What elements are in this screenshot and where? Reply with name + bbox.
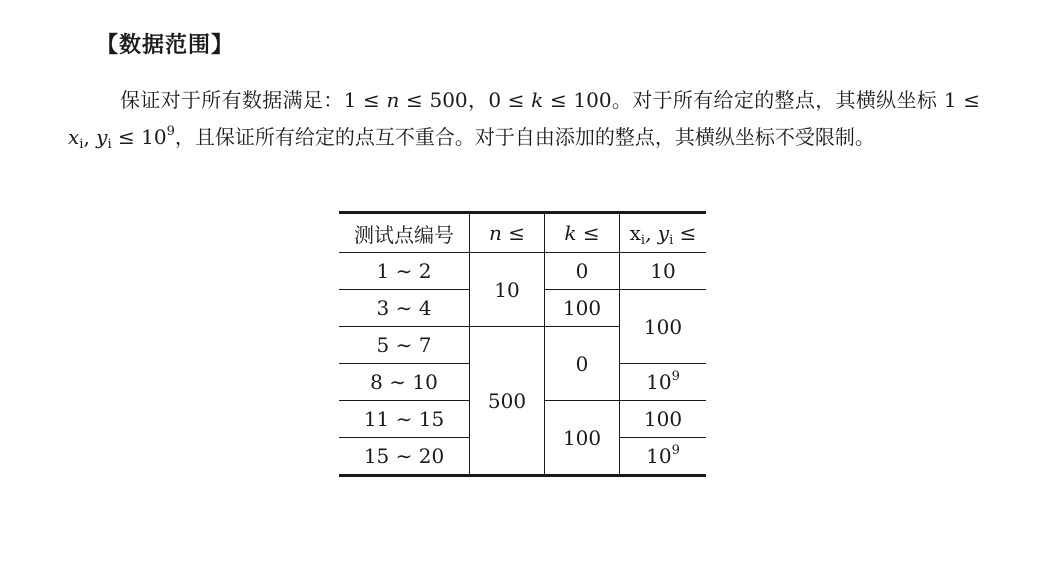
cell-k-r2: 100	[545, 290, 620, 327]
sub-i-2: i	[107, 137, 112, 152]
para-text-2: ，且保证所有给定的点互不重合。对于自由添加的整点，其横纵坐标不受限制。	[174, 125, 875, 149]
header-k: k ≤	[545, 213, 620, 253]
cell-xy-r23: 100	[620, 290, 707, 364]
cell-xy-r1: 10	[620, 253, 707, 290]
cell-case-r1: 1 ∼ 2	[339, 253, 470, 290]
cell-xy-r6-base: 10	[646, 444, 672, 468]
cell-xy-r6-exp: 9	[671, 443, 680, 458]
var-k: k	[531, 88, 544, 112]
cell-xy-r6	[620, 438, 707, 476]
sub-i-1: i	[79, 137, 84, 152]
cell-n-500: 500	[470, 327, 545, 476]
para-math-1: 1 ≤	[343, 88, 387, 112]
cell-xy-r4-base: 10	[646, 370, 672, 394]
cell-case-r2: 3 ∼ 4	[339, 290, 470, 327]
cell-k-r34: 0	[545, 327, 620, 401]
header-xy-i1: i	[640, 233, 646, 248]
cell-case-r5: 11 ∼ 15	[339, 401, 470, 438]
header-case: 测试点编号	[339, 213, 470, 253]
header-xy-x: x	[629, 221, 641, 245]
cell-case-r3: 5 ∼ 7	[339, 327, 470, 364]
sup-9: 9	[166, 124, 175, 139]
header-xy-i2: i	[669, 233, 674, 248]
var-n: n	[386, 88, 400, 112]
table-header-row	[339, 213, 706, 253]
cell-k-r1: 0	[545, 253, 620, 290]
var-y: y	[96, 125, 108, 149]
header-xy	[620, 213, 707, 253]
constraints-table	[339, 211, 706, 477]
cell-xy-r4	[620, 364, 707, 401]
para-math-2: ≤ 500，0 ≤	[399, 88, 532, 112]
cell-xy-r4-exp: 9	[671, 369, 680, 384]
para-math-3: ≤ 100。对于所有给定的整点，其横纵坐标 1 ≤	[543, 88, 981, 112]
header-n: n ≤	[470, 213, 545, 253]
header-xy-le: ≤	[673, 221, 697, 245]
cell-k-r56: 100	[545, 401, 620, 476]
cell-case-r6: 15 ∼ 20	[339, 438, 470, 476]
cell-n-10: 10	[470, 253, 545, 327]
constraints-paragraph	[68, 82, 980, 156]
cell-case-r4: 8 ∼ 10	[339, 364, 470, 401]
para-text-1: 保证对于所有数据满足：	[120, 88, 344, 112]
header-xy-mid: , y	[645, 221, 670, 245]
table-row	[339, 253, 706, 290]
para-math-4: ≤ 10	[111, 125, 167, 149]
section-title: 【数据范围】	[96, 33, 235, 58]
var-x: x	[68, 125, 80, 149]
cell-xy-r5: 100	[620, 401, 707, 438]
para-comma: ,	[83, 125, 97, 149]
